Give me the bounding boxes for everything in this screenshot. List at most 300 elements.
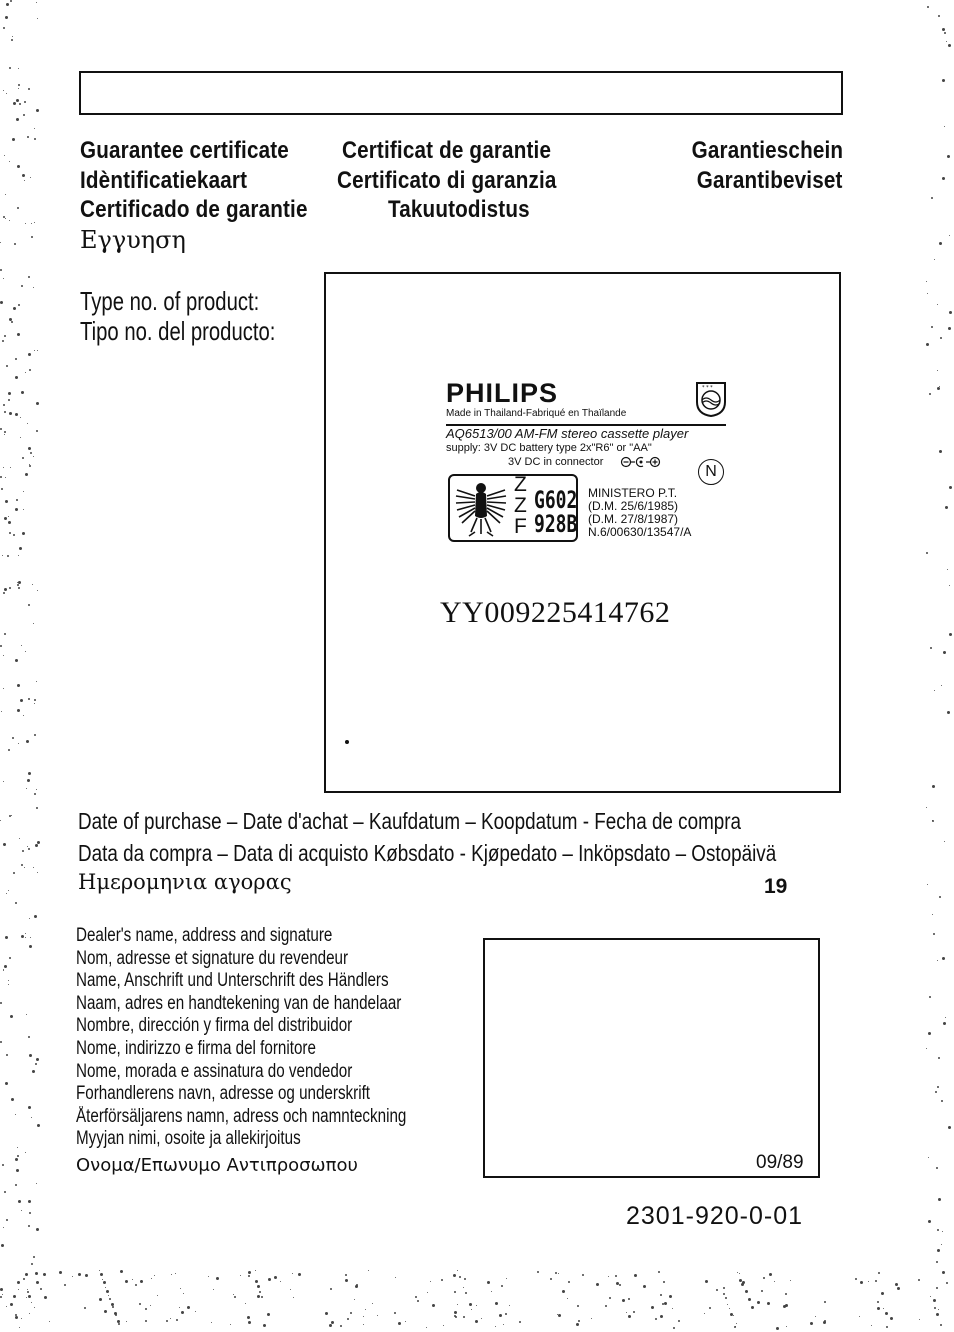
scan-speck — [931, 326, 933, 328]
scan-speck — [44, 1296, 47, 1299]
scan-speck — [947, 569, 948, 570]
scan-speck — [934, 259, 935, 260]
scan-speck — [27, 136, 29, 138]
scan-speck — [9, 318, 12, 321]
scan-speck — [157, 1295, 158, 1296]
supply-text: supply: 3V DC battery type 2x"R6" or "AA" — [446, 442, 652, 454]
scan-speck — [22, 174, 25, 177]
scan-speck — [21, 1318, 22, 1319]
scan-speck — [298, 1273, 301, 1276]
scan-speck — [37, 872, 38, 873]
scan-speck — [31, 1117, 32, 1118]
scan-speck — [938, 1057, 940, 1059]
scan-speck — [0, 269, 2, 271]
scan-speck — [4, 588, 7, 591]
scan-speck — [519, 1321, 521, 1323]
scan-speck — [145, 1320, 147, 1322]
scan-speck — [15, 1114, 16, 1115]
scan-speck — [505, 1313, 507, 1315]
scan-speck — [757, 1301, 760, 1304]
scan-speck — [170, 1318, 171, 1319]
scan-speck — [937, 960, 938, 961]
scan-speck — [487, 1281, 490, 1284]
scan-speck — [15, 376, 18, 379]
scan-speck — [32, 584, 33, 585]
scan-speck — [290, 1289, 291, 1290]
scan-speck — [17, 207, 19, 209]
scan-speck — [942, 28, 945, 31]
scan-speck — [2, 340, 4, 342]
dealer-label-sv: Återförsäljarens namn, adress och namnteckning — [76, 1105, 407, 1127]
scan-speck — [13, 872, 15, 874]
scan-speck — [354, 1299, 355, 1300]
scan-speck — [15, 1184, 17, 1186]
scan-speck — [40, 1288, 42, 1290]
dealer-label-el: Ονομα/Επωνυμο Αντιπροσωπου — [76, 1155, 358, 1176]
heading-fi: Takuutodistus — [388, 196, 530, 223]
scan-speck — [3, 843, 6, 846]
scan-speck — [31, 1302, 32, 1303]
scan-speck — [0, 1288, 3, 1291]
scan-speck — [34, 1307, 35, 1308]
scan-speck — [17, 1281, 20, 1284]
scan-speck — [537, 1271, 539, 1273]
scan-speck — [183, 1293, 184, 1294]
scan-speck — [26, 740, 29, 743]
scan-speck — [454, 1311, 457, 1314]
scan-speck — [26, 1014, 27, 1015]
scan-speck — [248, 1271, 251, 1274]
scan-speck — [883, 1308, 884, 1309]
scan-speck — [257, 1285, 260, 1288]
scan-speck — [345, 1279, 348, 1282]
scan-speck — [938, 1198, 941, 1201]
scan-speck — [28, 1036, 30, 1038]
scan-speck — [102, 1279, 103, 1280]
scan-speck — [947, 711, 950, 714]
scan-speck — [663, 1281, 665, 1283]
scan-speck — [885, 1312, 888, 1315]
scan-speck — [609, 1297, 611, 1299]
scan-speck — [345, 1274, 347, 1276]
product-label-box — [324, 272, 841, 793]
scan-speck — [37, 590, 38, 591]
scan-speck — [15, 508, 18, 511]
scan-speck — [944, 126, 945, 127]
scan-speck — [13, 534, 15, 536]
scan-speck — [17, 584, 19, 586]
scan-speck — [234, 1296, 236, 1298]
scan-speck — [0, 645, 2, 647]
scan-speck — [619, 1284, 621, 1286]
scan-speck — [25, 473, 28, 476]
scan-speck — [181, 1311, 184, 1314]
scan-speck — [949, 486, 952, 489]
scan-speck — [15, 413, 18, 416]
scan-speck — [737, 1272, 738, 1273]
scan-speck — [16, 99, 19, 102]
scan-speck — [558, 1273, 559, 1274]
scan-speck — [464, 1278, 466, 1280]
scan-speck — [36, 2, 37, 3]
scan-speck — [3, 467, 4, 468]
scan-speck — [739, 1273, 740, 1274]
origin-text: Made in Thailand-Fabriqué en Thaïlande — [446, 408, 627, 419]
scan-speck — [126, 1321, 127, 1322]
scan-speck — [936, 1167, 938, 1169]
scan-speck — [1, 488, 3, 490]
scan-speck — [945, 1017, 946, 1018]
ministry-line-4: N.6/00630/13547/A — [588, 525, 692, 539]
n-mark-symbol: N — [705, 463, 717, 480]
scan-speck — [453, 1274, 456, 1277]
scan-speck — [6, 365, 8, 367]
scan-speck — [9, 532, 11, 534]
scan-speck — [248, 1321, 251, 1324]
scan-speck — [365, 1309, 366, 1310]
scan-speck — [6, 1219, 8, 1221]
scan-speck — [934, 690, 935, 691]
scan-speck — [943, 651, 946, 654]
scan-speck — [942, 957, 945, 960]
scan-speck — [240, 1275, 241, 1276]
scan-speck — [25, 651, 26, 652]
scan-speck — [19, 103, 21, 105]
scan-speck — [21, 285, 23, 287]
scan-speck — [145, 1308, 147, 1310]
scan-speck — [767, 1302, 770, 1305]
scan-speck — [929, 393, 931, 395]
scan-speck — [949, 585, 950, 586]
type-label-en: Type no. of product: — [80, 286, 260, 316]
scan-speck — [928, 1157, 929, 1158]
scan-speck — [29, 369, 31, 371]
scan-speck — [28, 1106, 31, 1109]
scan-speck — [398, 1322, 401, 1325]
scan-speck — [871, 1325, 872, 1326]
scan-speck — [14, 243, 16, 245]
scan-speck — [372, 1303, 373, 1304]
scan-speck — [15, 1316, 18, 1319]
scan-speck — [946, 1282, 948, 1284]
scan-speck — [877, 1307, 880, 1310]
scan-speck — [8, 890, 9, 891]
scan-speck — [591, 1318, 592, 1319]
scan-speck — [626, 1312, 627, 1313]
scan-speck — [36, 1183, 37, 1184]
scan-speck — [20, 699, 23, 702]
scan-speck — [175, 1273, 176, 1274]
scan-speck — [729, 1308, 730, 1309]
scan-speck — [29, 1212, 31, 1214]
scan-speck — [475, 1320, 478, 1323]
scan-speck — [716, 1289, 718, 1291]
scan-speck — [180, 1288, 181, 1289]
scan-speck — [15, 659, 18, 662]
scan-speck — [932, 820, 933, 821]
scan-speck — [745, 1290, 748, 1293]
n-mark-icon — [698, 459, 724, 485]
scan-speck — [140, 1280, 143, 1283]
approval-letter-2: Z — [514, 494, 527, 517]
scan-speck — [29, 464, 30, 465]
scan-speck — [21, 864, 23, 866]
scan-speck — [363, 1316, 364, 1317]
scan-speck — [8, 521, 11, 524]
scan-speck — [15, 902, 17, 904]
scan-speck — [936, 1287, 938, 1289]
scan-speck — [927, 884, 928, 885]
scan-speck — [939, 450, 942, 453]
scan-speck — [491, 1291, 492, 1292]
scan-speck — [926, 343, 929, 346]
scan-speck — [0, 242, 1, 243]
scan-speck — [934, 1307, 936, 1309]
scan-speck — [941, 685, 942, 686]
scan-speck — [938, 1309, 939, 1310]
scan-speck — [761, 1290, 763, 1292]
dealer-label-fr: Nom, adresse et signature du revendeur — [76, 947, 349, 969]
scan-speck — [0, 1296, 2, 1298]
scan-speck — [10, 1015, 13, 1018]
scan-speck — [810, 1322, 813, 1325]
scan-speck — [824, 1301, 826, 1303]
scan-speck — [946, 41, 947, 42]
scan-speck — [329, 1324, 332, 1327]
scan-speck — [945, 506, 948, 509]
purchase-date-line-2: Data da compra – Data di acquisto Købsdato - Kjøpedato – Inköpsdato – Ostopäivä — [78, 840, 777, 866]
scan-speck — [919, 1319, 920, 1320]
scan-speck — [576, 1323, 579, 1326]
scan-speck — [935, 1091, 937, 1093]
scan-speck — [18, 743, 19, 744]
scan-speck — [941, 1244, 942, 1245]
scan-speck — [890, 1317, 893, 1320]
scan-speck — [255, 1270, 256, 1271]
scan-speck — [3, 90, 4, 91]
scan-speck — [16, 1169, 19, 1172]
scan-speck — [31, 1263, 33, 1265]
scan-speck — [578, 1320, 580, 1322]
scan-speck — [481, 1318, 482, 1319]
purchase-date-greek: Ημερομηνια αγορας — [78, 870, 292, 894]
scan-speck — [457, 1270, 458, 1271]
scan-speck — [21, 645, 22, 646]
scan-speck — [187, 1306, 190, 1309]
scan-speck — [34, 222, 35, 223]
scan-speck — [469, 1303, 472, 1306]
scan-speck — [23, 509, 24, 510]
scan-speck — [942, 79, 945, 82]
scan-speck — [931, 197, 933, 199]
scan-speck — [727, 1304, 728, 1305]
scan-speck — [34, 138, 36, 140]
heading-de: Garantieschein — [691, 137, 843, 164]
scan-speck — [751, 1306, 754, 1309]
scan-speck — [268, 1278, 271, 1281]
scan-speck — [28, 447, 31, 450]
scan-speck — [930, 647, 932, 649]
scan-speck — [415, 1296, 417, 1298]
scan-speck — [17, 333, 20, 336]
scan-speck — [948, 44, 951, 47]
scan-speck — [929, 996, 931, 998]
scan-speck — [774, 1281, 775, 1282]
scan-speck — [3, 27, 5, 29]
scan-speck — [4, 517, 7, 520]
scan-speck — [608, 1276, 609, 1277]
scan-speck — [949, 311, 952, 314]
scan-speck — [25, 933, 26, 934]
scan-speck — [120, 1270, 123, 1273]
scan-speck — [938, 15, 940, 17]
scan-speck — [377, 1315, 378, 1316]
scan-speck — [23, 491, 24, 492]
scan-speck — [5, 16, 8, 19]
scan-speck — [4, 411, 6, 413]
approval-code-1: G602 — [534, 486, 578, 514]
scan-speck — [926, 1048, 927, 1049]
scan-speck — [733, 1315, 734, 1316]
heading-en: Guarantee certificate — [80, 137, 289, 164]
scan-speck — [195, 1311, 196, 1312]
scan-speck — [37, 1124, 40, 1127]
scan-speck — [930, 1296, 931, 1297]
scan-speck — [628, 1298, 630, 1300]
scan-speck — [0, 476, 2, 478]
scan-speck — [855, 1278, 857, 1280]
scan-speck — [673, 1327, 675, 1329]
scan-speck — [36, 807, 38, 809]
scan-speck — [36, 402, 39, 405]
scan-speck — [24, 867, 25, 868]
dealer-label-fi: Myyjan nimi, osoite ja allekirjoitus — [76, 1128, 301, 1150]
scan-speck — [558, 1314, 561, 1317]
scan-speck — [8, 399, 10, 401]
scan-speck — [763, 1277, 765, 1279]
scan-speck — [28, 772, 31, 775]
approval-code-2: 928B — [534, 510, 578, 538]
scan-speck — [24, 180, 25, 181]
scan-speck — [35, 1063, 37, 1065]
scan-speck — [4, 434, 5, 435]
scan-speck — [506, 1278, 507, 1279]
dealer-stamp-box — [483, 938, 820, 1178]
scan-speck — [171, 1274, 172, 1275]
serial-number: YY009225414762 — [440, 596, 671, 629]
scan-speck — [340, 1325, 342, 1327]
model-text: AQ6513/00 AM-FM stereo cassette player — [446, 426, 689, 441]
scan-speck — [78, 1273, 81, 1276]
scan-speck — [4, 1191, 6, 1193]
scan-speck — [405, 1321, 406, 1322]
scan-speck — [937, 1249, 940, 1252]
scan-speck — [5, 936, 8, 939]
scan-speck — [23, 715, 24, 716]
scan-speck — [208, 1276, 209, 1277]
scan-speck — [937, 387, 940, 390]
scan-speck — [868, 1281, 869, 1282]
scan-speck — [17, 165, 20, 168]
scan-speck — [135, 1284, 137, 1286]
scan-speck — [417, 1300, 419, 1302]
scan-speck — [72, 1276, 73, 1277]
dealer-label-no: Forhandlerens navn, adresse og underskrift — [76, 1083, 371, 1105]
scan-speck — [28, 1225, 30, 1227]
scan-speck — [18, 555, 19, 556]
scan-speck — [27, 1289, 28, 1290]
scan-speck — [936, 1261, 938, 1263]
scan-speck — [2, 555, 3, 556]
scan-speck — [944, 32, 946, 34]
scan-speck — [628, 1315, 631, 1318]
dealer-label-pt: Nome, morada e assinatura do vendedor — [76, 1060, 353, 1082]
scan-speck — [926, 281, 927, 282]
scan-speck — [582, 1274, 584, 1276]
scan-speck — [28, 276, 30, 278]
ministry-line-3: (D.M. 27/8/1987) — [588, 512, 679, 526]
scan-speck — [463, 1316, 465, 1318]
scan-speck — [280, 1281, 281, 1282]
scan-speck — [25, 223, 26, 224]
scan-speck — [22, 457, 24, 459]
brand-name: PHILIPS — [446, 378, 559, 408]
scan-speck — [495, 1303, 496, 1304]
scan-speck — [125, 1280, 128, 1283]
svg-text:* * *: * * * — [702, 385, 713, 391]
scan-speck — [9, 957, 11, 959]
scan-speck — [790, 1280, 791, 1281]
scan-speck — [5, 500, 8, 503]
scan-speck — [459, 1276, 461, 1278]
scan-speck — [3, 688, 4, 689]
scan-speck — [29, 918, 30, 919]
scan-speck — [471, 1309, 472, 1310]
eagle-emblem-icon — [453, 476, 509, 540]
scan-speck — [463, 1287, 464, 1288]
scan-speck — [3, 216, 5, 218]
scan-speck — [233, 1294, 234, 1295]
scan-speck — [29, 1054, 32, 1057]
scan-speck — [9, 412, 12, 415]
scan-speck — [6, 893, 7, 894]
scan-speck — [13, 102, 16, 105]
scan-speck — [783, 1305, 786, 1308]
scan-speck — [19, 547, 22, 550]
scan-speck — [34, 734, 36, 736]
scan-speck — [17, 1155, 19, 1157]
scan-speck — [330, 1288, 332, 1290]
scan-speck — [37, 18, 38, 19]
heading-sv: Garantibeviset — [697, 167, 843, 194]
scan-speck — [660, 1315, 663, 1318]
scan-speck — [19, 1327, 20, 1328]
scan-speck — [17, 684, 20, 687]
scan-speck — [878, 1272, 880, 1274]
scan-speck — [823, 1321, 826, 1324]
scan-speck — [0, 428, 2, 430]
scan-speck — [12, 138, 15, 141]
scan-speck — [933, 933, 935, 935]
dealer-label-en: Dealer's name, address and signature — [76, 925, 333, 946]
scan-speck — [11, 1098, 14, 1101]
scan-speck — [395, 1277, 396, 1278]
scan-speck — [0, 820, 1, 821]
scan-speck — [259, 1291, 261, 1293]
scan-speck — [24, 101, 26, 103]
scan-speck — [293, 1297, 294, 1298]
scan-speck — [936, 1313, 939, 1316]
